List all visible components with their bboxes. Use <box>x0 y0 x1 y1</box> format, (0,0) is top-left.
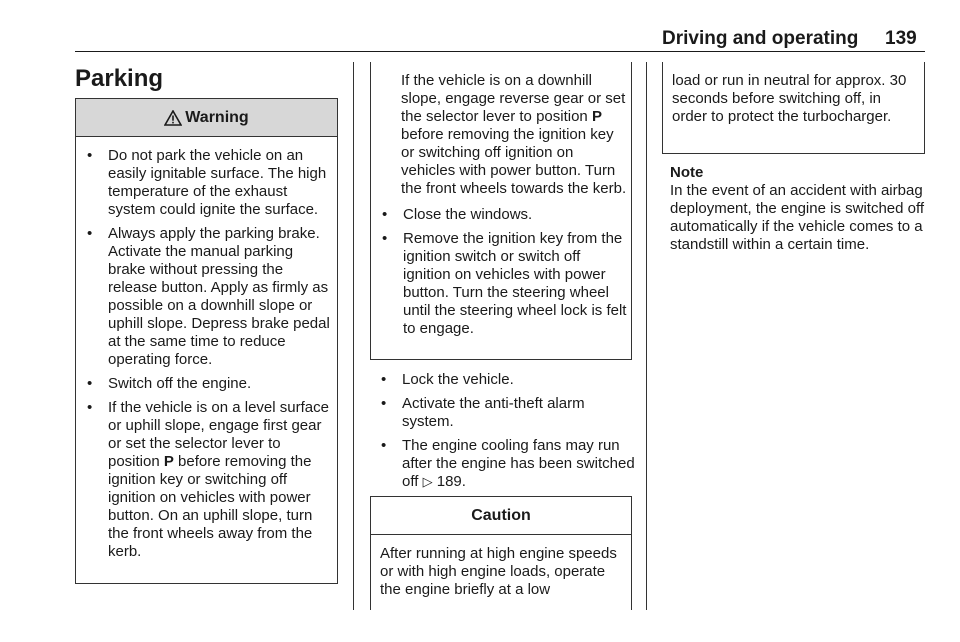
caution-box-continued <box>662 62 925 154</box>
note-section <box>670 164 932 254</box>
text-run: before removing the ignition key or switching off ignition on vehicles with power button. Turn the front wheels towards the kerb. <box>401 126 627 197</box>
header-rule <box>75 51 925 52</box>
page-number: 139 <box>885 28 917 49</box>
text-run: The engine cooling fans may run after the engine has been switched off <box>402 437 635 490</box>
caution-text: After running at high engine speeds or with high engine loads, operate the engine briefly at a low <box>380 545 617 598</box>
warning-box-continued <box>370 62 632 360</box>
text-run: before removing the ignition key or switching off ignition on vehicles with power button. On an uphill slope, turn the front wheels away from the kerb. <box>108 453 313 560</box>
list-item: • Remove the ignition key from the ignition switch or switch off ignition on vehicles with power button. Turn the steering wheel until the steering wheel lock is felt to engage. <box>379 230 627 338</box>
caution-label: Caution <box>471 506 531 524</box>
running-header-title: Driving and operating <box>662 28 859 49</box>
text-run: If the vehicle is on a level surface or uphill slope, engage first gear or set the selector lever to position <box>108 399 329 470</box>
list-item: • Activate the anti-theft alarm system. <box>378 395 636 431</box>
text-run: If the vehicle is on a downhill slope, engage reverse gear or set the selector lever to position <box>401 72 626 125</box>
list-item: • Always apply the parking brake. Activate the manual parking brake without pressing the release button. Apply as firmly as possible on a downhill slope or uphill slope. Depress brake pedal at the same time to reduce operating force. <box>84 225 333 369</box>
selector-position: P <box>591 108 602 125</box>
warning-continued-list <box>371 198 631 338</box>
warning-header <box>76 99 337 137</box>
list-item <box>378 437 636 491</box>
section-title: Parking <box>75 65 164 92</box>
note-text: In the event of an accident with airbag deployment, the engine is switched off automatically if the vehicle comes to a standstill within a certain time. <box>670 182 925 253</box>
warning-list <box>76 137 337 561</box>
caution-continued-text: load or run in neutral for approx. 30 seconds before switching off, in order to protect the turbocharger. <box>672 72 907 125</box>
selector-position: P <box>163 453 174 470</box>
warning-triangle-icon <box>164 110 182 126</box>
parking-steps-list <box>378 371 636 497</box>
list-item: • Switch off the engine. <box>84 375 333 393</box>
text-run: . <box>461 473 466 490</box>
column-divider-1 <box>353 62 354 610</box>
list-item: • Do not park the vehicle on an easily ignitable surface. The high temperature of the exhaust system could ignite the surface. <box>84 147 333 219</box>
note-label: Note <box>670 164 704 181</box>
list-item: • Lock the vehicle. <box>378 371 636 389</box>
caution-header <box>371 497 631 535</box>
page-reference: 189 <box>436 473 462 490</box>
warning-box <box>75 98 338 584</box>
column-divider-2 <box>646 62 647 610</box>
warning-continued-paragraph <box>371 62 631 198</box>
list-item: • Close the windows. <box>379 206 627 224</box>
caution-box <box>370 496 632 610</box>
warning-label: Warning <box>185 108 249 126</box>
page-reference-arrow-icon: ▷ <box>422 474 433 489</box>
list-item <box>84 399 333 561</box>
